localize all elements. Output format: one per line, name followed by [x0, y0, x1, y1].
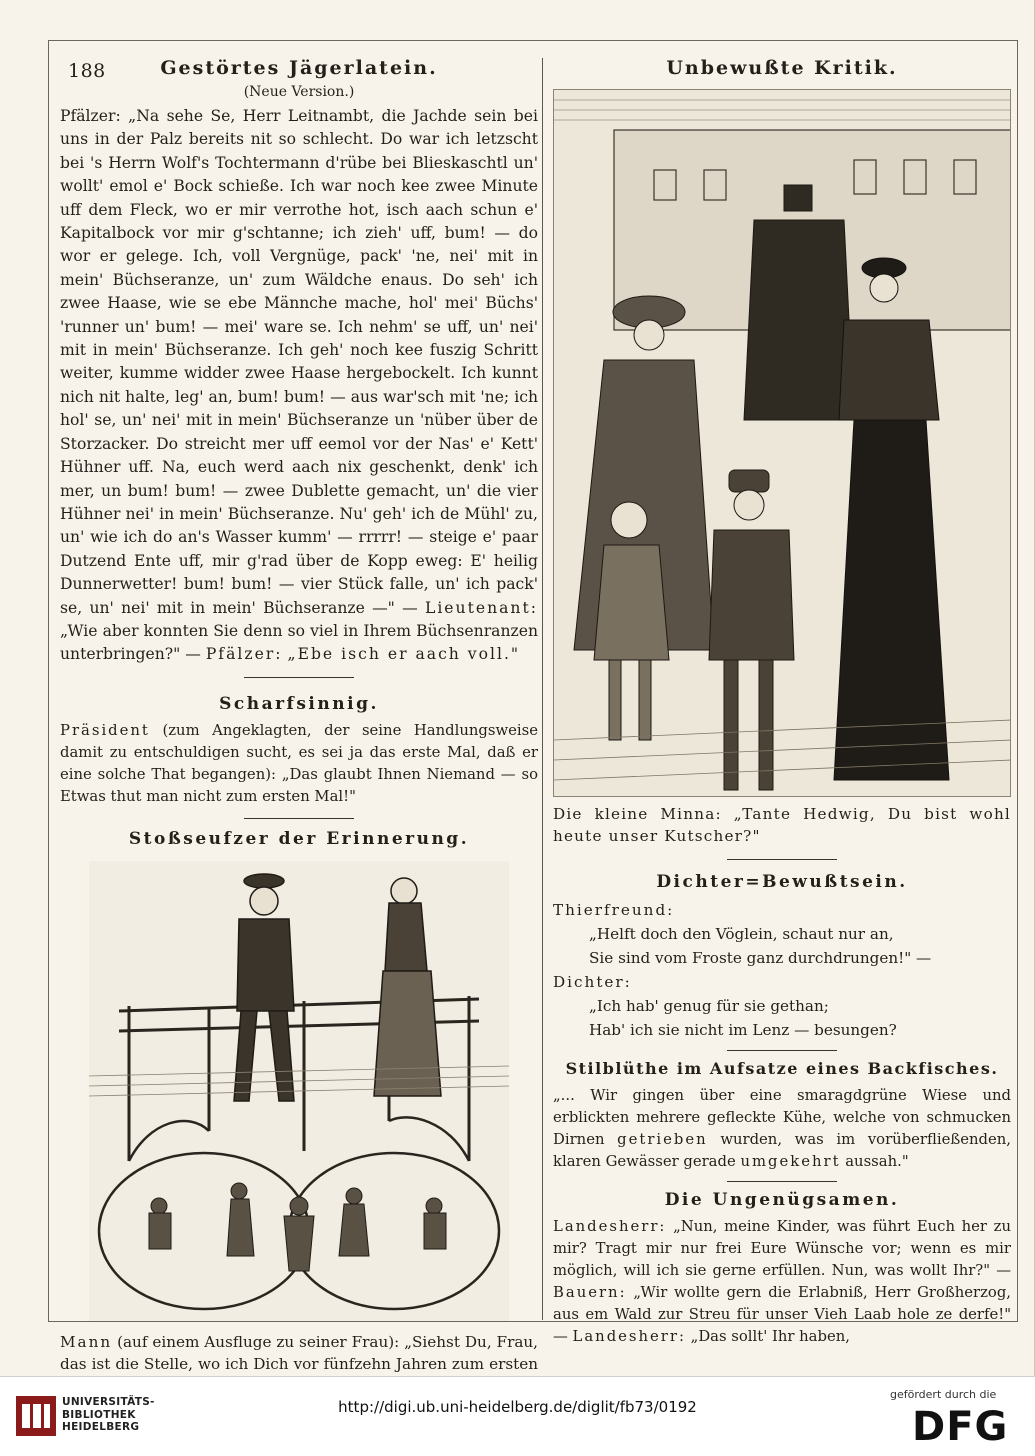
section-rule	[727, 859, 837, 860]
pfaelzer-answer: „Ebe isch er aach voll."	[287, 645, 521, 664]
stilbluethe-emphasis: getrieben	[617, 1131, 708, 1148]
story-body: Pfälzer: „Na sehe Se, Herr Leitnambt, die Jachde sein bei uns in der Palz bereits nit so schlecht. Do war ich letzscht bei 's Herrn Wolf's Tochtermann d'rübe bei Blieskaschtl un' wollt' emol e' Bock schieße. Ich war noch kee zwee Minute uff dem Fleck, wo er mir verrothe hot, isch aach schun e' Kapitalbock vor mir g'schtanne; ich zieh' uff, bum! — do wor er gelege. Ich, voll Vergnüge, pack' 'ne, nei' mit in mein' Büchseranze, un' zum Wäldche enaus. Do seh' ich zwee Haase, wie se ebe Männche mache, hol' mei' Büchs' 'runner un' bum! — mei' ware se. Ich nehm' se uff, un' nei' mit in mein' Büchseranze. Ich geh' noch kee fuszig Schritt weiter, kumme widder zwee Haase hergebockelt. Ich kunnt nich nit halte, leg' an, bum! bum! — aus war'sch mit 'ne; ich hol' se, un' nei' mit in mein' Büchseranze un 'nüber über de Storzacker. Do streicht mer uff eemol vor der Nas' e' Kett' Hühner uff. Na, euch werd aach nix geschenkt, denk' ich mer, un bum! bum! — zwee Dublette gemacht, un' die vier Hühner nei' in mein' Büchseranze. Nu' geh' ich de Mühl' zu, un' wie ich do an's Wasser kumm' — rrrrr! — steige e' paar Dutzend Ente uff, mir g'rad über de Kopp eweg: E' heilig Dunnerwetter! bum! bum! — vier Stück falle, un' ich pack' se, un' nei' mit in mein' Büchseranze —" —	[60, 107, 538, 617]
library-name-line: BIBLIOTHEK	[62, 1408, 136, 1421]
section-rule	[244, 677, 354, 678]
right-column	[553, 55, 1011, 1348]
speaker-landesherr: Landesherr:	[572, 1328, 686, 1345]
story-title-kritik: Unbewußte Kritik.	[666, 57, 898, 79]
speaker-pfaelzer: Pfälzer:	[205, 645, 283, 664]
column-divider	[542, 58, 543, 1320]
speaker-thierfreund: Thierfreund:	[553, 901, 675, 919]
speaker-landesherr: Landesherr:	[553, 1218, 667, 1235]
left-column	[60, 55, 538, 1397]
section-rule	[244, 818, 354, 819]
library-name-line: HEIDELBERG	[62, 1421, 140, 1433]
section-rule	[727, 1181, 837, 1182]
story-title-dichter: Dichter=Bewußtsein.	[656, 872, 908, 892]
stilbluethe-text-c: aussah."	[845, 1153, 909, 1170]
verse-line: Sie sind vom Froste ganz durchdrungen!" —	[589, 949, 932, 967]
praesident-text: (zum Angeklagten, der seine Handlungsweise damit zu entschuldigen sucht, es sei ja das erste Mal, daß er eine solche That begangen): „Das glaubt Ihnen Niemand — so Etwas thut man nicht zum ersten Mal!"	[60, 721, 538, 805]
story-title-ungenuegsamen: Die Ungenügsamen.	[664, 1190, 900, 1210]
story-title-stossseufzer: Stoßseufzer der Erinnerung.	[128, 828, 470, 849]
funding-note: gefördert durch die	[890, 1388, 997, 1401]
story-title-scharfsinnig: Scharfsinnig.	[219, 693, 379, 714]
story-text-ungenuegsamen	[553, 1216, 1011, 1348]
caption-text: (auf einem Ausfluge zu seiner Frau): „Siehst Du, Frau, das ist die Stelle, wo ich Dich vor fünfzehn Jahren zum ersten	[60, 1332, 539, 1373]
illustration-couple-on-bridge	[89, 861, 509, 1321]
story-subtitle: (Neue Version.)	[243, 84, 355, 100]
story-text-jaegerlatein	[60, 105, 538, 667]
story-title-stilbluethe: Stilblüthe im Aufsatze eines Backfisches.	[565, 1059, 999, 1078]
page-number: 188	[68, 60, 106, 82]
verse-dichter	[553, 898, 1011, 1042]
stilbluethe-text-a: „... Wir gingen über eine smaragdgrüne Wiese und erblickten mehrere gefleckte Kühe, welche von schmucken Dirnen	[553, 1087, 1011, 1148]
engraving-couple-icon	[89, 861, 509, 1321]
story-title-jaegerlatein: Gestörtes Jägerlatein.	[160, 57, 438, 79]
speaker-praesident: Präsident	[60, 721, 150, 739]
stilbluethe-emphasis: umgekehrt	[740, 1153, 841, 1170]
digitization-footer	[0, 1376, 1035, 1456]
speaker-lieutenant: Lieutenant:	[424, 598, 538, 617]
verse-line: Hab' ich sie nicht im Lenz — besungen?	[589, 1021, 897, 1039]
engraving-street-scene-icon	[554, 90, 1011, 797]
caption-speaker-mann: Mann	[60, 1332, 113, 1351]
bauern-text: „Wir wollte gern die Erlabniß, Herr Großherzog, aus em Wald zur Streu für unser Vieh Laab hole ze derfe!" —	[553, 1284, 1011, 1345]
verse-line: „Ich hab' genug für sie gethan;	[589, 997, 829, 1015]
section-rule	[727, 1050, 837, 1051]
story-text-scharfsinnig	[60, 720, 538, 808]
lieutenant-question: „Wie aber konnten Sie denn so viel in Ihrem Büchsenranzen unterbringen?" —	[60, 621, 538, 664]
story-text-stilbluethe	[553, 1085, 1011, 1173]
speaker-bauern: Bauern:	[553, 1284, 627, 1301]
landesherr-text: „Nun, meine Kinder, was führt Euch her zu mir? Tragt mir nur frei Eure Wünsche vor; wenn es mir möglich, will ich sie gerne erfüllen. Nun, was wollt Ihr?" —	[553, 1218, 1011, 1279]
illustration-caption-right: Die kleine Minna: „Tante Hedwig, Du bist wohl heute unser Kutscher?"	[553, 805, 1011, 845]
library-name-line: UNIVERSITÄTS-	[62, 1396, 155, 1408]
permalink-url[interactable]: http://digi.ub.uni-heidelberg.de/diglit/fb73/0192	[338, 1398, 697, 1416]
dfg-logo: DFG	[912, 1404, 1009, 1450]
illustration-street-scene	[553, 89, 1011, 797]
verse-line: „Helft doch den Vöglein, schaut nur an,	[589, 925, 894, 943]
landesherr-text: „Das sollt' Ihr haben,	[690, 1328, 850, 1345]
speaker-dichter: Dichter:	[553, 973, 632, 991]
stilbluethe-text-b: wurden, was im vorüberfließenden, klaren Gewässer gerade	[553, 1131, 1011, 1170]
